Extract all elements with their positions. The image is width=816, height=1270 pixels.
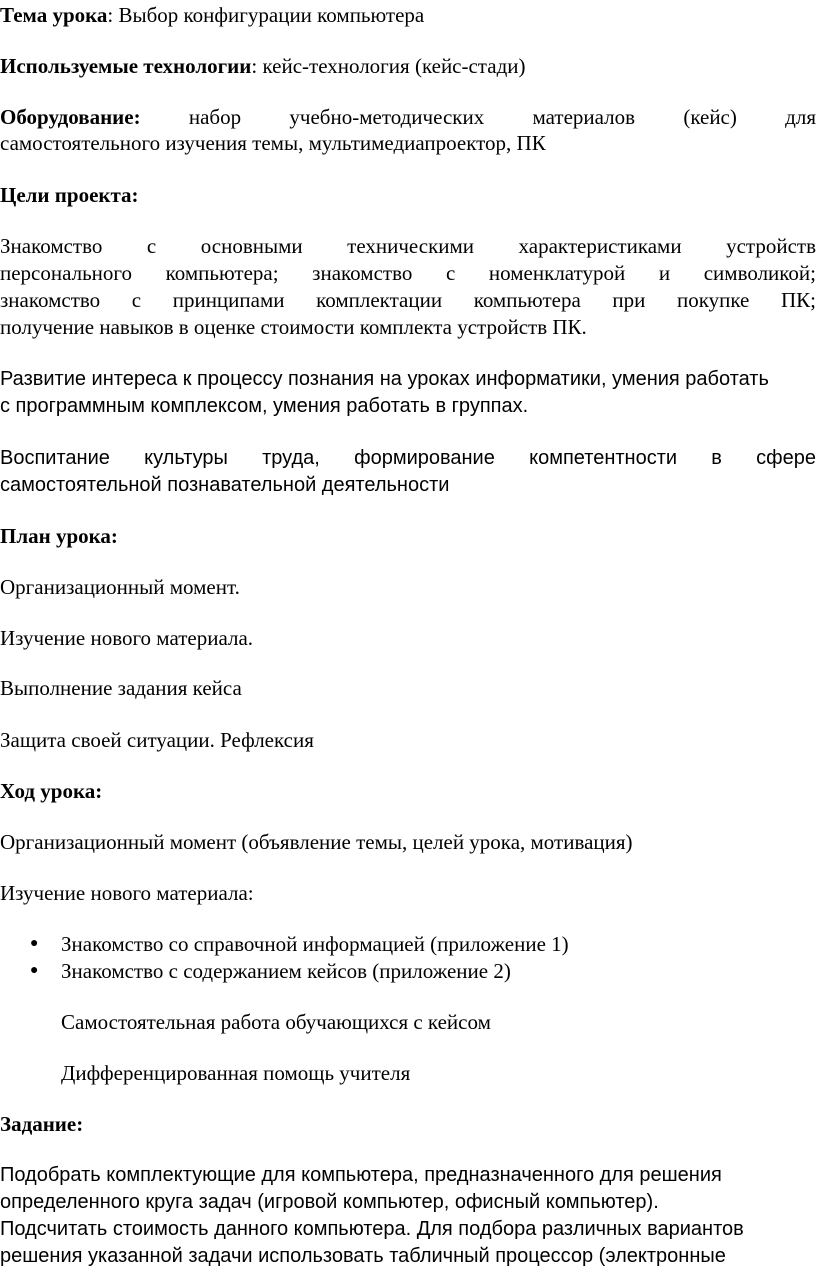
goals-p2-line: с программным комплексом, умения работать в группах. <box>0 395 529 417</box>
equipment-word: для <box>785 105 816 129</box>
technologies-line <box>0 53 816 79</box>
equipment-line-2: самостоятельного изучения темы, мультимедиапроектор, ПК <box>0 131 546 155</box>
bullet-icon: ● <box>30 936 39 951</box>
technologies-label: Используемые технологии <box>0 54 252 78</box>
goals-p1-line: персонального компьютера; знакомство с номенклатурой и символикой; <box>0 261 816 285</box>
equipment-word: материалов <box>532 105 636 129</box>
course-bullet-item: Знакомство со справочной информацией (приложение 1) <box>61 932 569 956</box>
equipment-word: (кейс) <box>683 105 737 129</box>
goals-p2-line: Развитие интереса к процессу познания на уроках информатики, умения работать <box>0 368 769 390</box>
goals-p3-line: самостоятельной познавательной деятельности <box>0 474 450 496</box>
topic-sep: : <box>107 3 119 27</box>
equipment-label: Оборудование: <box>0 105 141 129</box>
equipment-word: набор <box>188 105 242 129</box>
equipment-line-1 <box>0 104 816 130</box>
task-line: определенного круга задач (игровой компьютер, офисный компьютер). <box>0 1191 659 1213</box>
technologies-sep: : <box>251 54 263 78</box>
goals-p1-line: Знакомство с основными техническими характеристиками устройств <box>0 234 816 258</box>
task-line: Подсчитать стоимость данного компьютера. Для подбора различных вариантов <box>0 1218 744 1240</box>
bullet-icon: ● <box>30 963 39 978</box>
goals-p1-line: знакомство с принципами комплектации компьютера при покупке ПК; <box>0 288 816 312</box>
goals-p1-line: получение навыков в оценке стоимости комплекта устройств ПК. <box>0 315 587 339</box>
topic-label: Тема урока <box>0 3 108 27</box>
task-heading: Задание: <box>0 1112 84 1136</box>
course-heading: Ход урока: <box>0 779 103 803</box>
topic-line <box>0 2 816 28</box>
plan-heading: План урока: <box>0 524 118 548</box>
course-bullet-item: Знакомство с содержанием кейсов (приложение 2) <box>61 959 511 983</box>
task-line: Подобрать комплектующие для компьютера, предназначенного для решения <box>0 1164 722 1186</box>
course-sub-item: Самостоятельная работа обучающихся с кейсом <box>61 1010 491 1034</box>
course-intro: Изучение нового материала: <box>0 881 254 905</box>
plan-item: Защита своей ситуации. Рефлексия <box>0 728 314 752</box>
topic-value: Выбор конфигурации компьютера <box>118 3 425 27</box>
technologies-value: кейс-технология (кейс-стади) <box>262 54 526 78</box>
equipment-word: учебно-методических <box>289 105 485 129</box>
task-line: решения указанной задачи использовать табличный процессор (электронные <box>0 1245 726 1267</box>
course-intro: Организационный момент (объявление темы, целей урока, мотивация) <box>0 830 633 854</box>
course-sub-item: Дифференцированная помощь учителя <box>61 1061 411 1085</box>
plan-item: Организационный момент. <box>0 575 240 599</box>
plan-item: Изучение нового материала. <box>0 626 254 650</box>
goals-heading: Цели проекта: <box>0 183 139 207</box>
plan-item: Выполнение задания кейса <box>0 676 242 700</box>
goals-p3-line: Воспитание культуры труда, формирование компетентности в сфере <box>0 447 816 469</box>
